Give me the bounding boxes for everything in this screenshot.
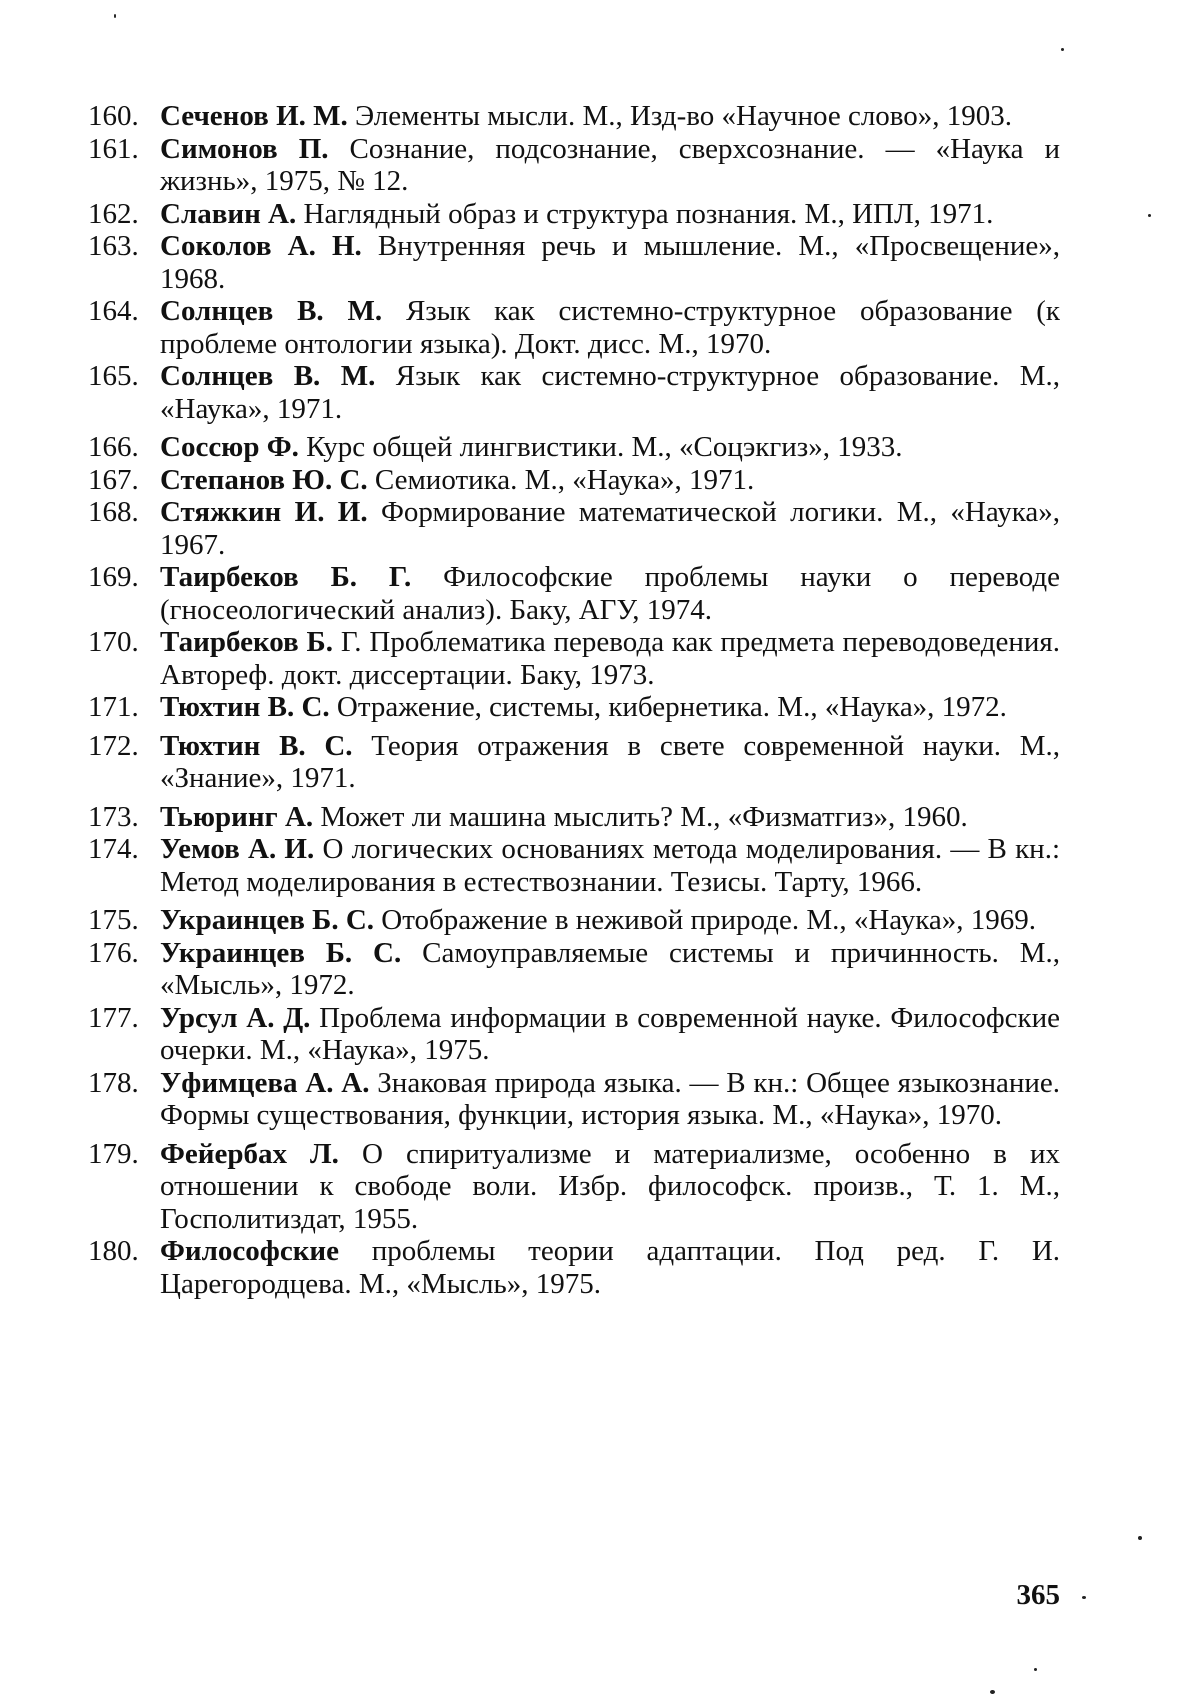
entry-text: Внутренняя речь и мышление. М., «Просвещение», 1968. (160, 230, 1060, 295)
bibliography-entry (88, 691, 1060, 724)
entry-author: Уемов А. И. (160, 833, 315, 865)
entry-author: Тьюринг А. (160, 800, 314, 833)
entry-text: Философские проблемы науки о переводе (гносеологический анализ). Баку, АГУ, 1974. (160, 561, 1060, 626)
entry-text: Проблема информации в современной науке. Философские очерки. М., «Наука», 1975. (160, 1001, 1060, 1066)
entry-number: 177. (88, 1001, 139, 1034)
entry-text: Формирование математической логики. М., «Наука», 1967. (160, 496, 1061, 561)
entry-author: Славин А. (160, 197, 297, 230)
bibliography-entry (88, 833, 1060, 898)
entry-text: Сознание, подсознание, сверхсознание. — «Наука и жизнь», 1975, № 12. (160, 132, 1060, 197)
entry-number: 172. (88, 729, 139, 762)
entry-author: Украинцев Б. С. (160, 904, 375, 936)
entry-number: 173. (88, 800, 139, 833)
entry-text: Курс общей лингвистики. М., «Соцэкгиз», 1933. (306, 431, 903, 463)
entry-number: 163. (88, 230, 139, 262)
bibliography-entry (88, 937, 1060, 1002)
entry-text: О спиритуализме и материализме, особенно в их отношении к свободе воли. Избр. философск. произв., Т. 1. М., Госполитиздат, 1955. (160, 1137, 1060, 1235)
entry-text: Отражение, системы, кибернетика. М., «Наука», 1972. (336, 691, 1007, 723)
bibliography-entry (88, 1138, 1060, 1236)
entry-number: 162. (88, 197, 139, 230)
entry-author: Солнцев В. М. (160, 295, 383, 327)
bibliography-entry (88, 100, 1060, 133)
entry-number: 166. (88, 431, 139, 463)
scan-speck (114, 14, 116, 18)
entry-number: 176. (88, 936, 139, 969)
entry-number: 170. (88, 626, 139, 658)
entry-number: 175. (88, 904, 139, 936)
entry-text: Г. Проблематика перевода как предмета переводоведения. Автореф. докт. диссертации. Баку, 1973. (160, 626, 1061, 691)
entry-text: Язык как системно-структурное образование. М., «Наука», 1971. (160, 360, 1061, 425)
bibliography-entry (88, 295, 1060, 360)
bibliography-entry (88, 198, 1060, 231)
entry-author: Украинцев Б. С. (160, 936, 402, 969)
entry-author: Степанов Ю. С. (160, 463, 368, 496)
bibliography-entry (88, 431, 1060, 464)
bibliography-entry (88, 904, 1060, 937)
entry-author: Соколов А. Н. (160, 230, 362, 262)
bibliography-entry (88, 496, 1060, 561)
entry-text: проблемы теории адаптации. Под ред. Г. И. Царегородцева. М., «Мысль», 1975. (160, 1235, 1061, 1300)
entry-author: Таирбеков Б. Г. (160, 561, 412, 593)
entry-text: Элементы мысли. М., Изд-во «Научное слово», 1903. (355, 100, 1013, 132)
page-number: 365 (1016, 1579, 1060, 1611)
entry-text: Язык как системно-структурное образование (к проблеме онтологии языка). Докт. дисс. М., 1970. (160, 295, 1061, 360)
entry-text: Отображение в неживой природе. М., «Наука», 1969. (381, 904, 1036, 936)
entry-text: Самоуправляемые системы и причинность. М., «Мысль», 1972. (160, 936, 1060, 1001)
entry-author: Урсул А. Д. (160, 1001, 311, 1034)
bibliography-entry (88, 801, 1060, 834)
entry-number: 180. (88, 1235, 139, 1267)
entry-text: Семиотика. М., «Наука», 1971. (374, 463, 755, 496)
entry-number: 160. (88, 100, 139, 132)
entry-number: 161. (88, 132, 139, 165)
entry-author: Солнцев В. М. (160, 360, 376, 392)
bibliography-entry (88, 1002, 1060, 1067)
entry-author: Соссюр Ф. (160, 431, 299, 463)
entry-number: 164. (88, 295, 139, 327)
entry-number: 178. (88, 1066, 139, 1099)
entry-text: О логических основаниях метода моделирования. — В кн.: Метод моделирования в естествознании. Тезисы. Тарту, 1966. (160, 833, 1060, 898)
entry-number: 171. (88, 691, 139, 723)
bibliography-entry (88, 626, 1060, 691)
entry-author: Тюхтин В. С. (160, 691, 330, 723)
scan-speck (1148, 214, 1151, 217)
entry-number: 179. (88, 1137, 139, 1170)
entry-number: 165. (88, 360, 139, 392)
scan-speck (1082, 1596, 1086, 1599)
entry-author: Стяжкин И. И. (160, 496, 368, 528)
entry-text: Теория отражения в свете современной науки. М., «Знание», 1971. (160, 729, 1061, 794)
entry-author: Тюхтин В. С. (160, 729, 353, 762)
entry-text: Наглядный образ и структура познания. М., ИПЛ, 1971. (303, 197, 994, 230)
bibliography-entry (88, 561, 1060, 626)
entry-number: 167. (88, 463, 139, 496)
bibliography-entry (88, 464, 1060, 497)
entry-text: Может ли машина мыслить? М., «Физматгиз», 1960. (320, 800, 968, 833)
entry-author: Симонов П. (160, 132, 329, 165)
scan-speck (1061, 48, 1064, 51)
entry-author: Философские (160, 1235, 339, 1267)
bibliography-entry (88, 230, 1060, 295)
entry-number: 174. (88, 833, 139, 865)
entry-author: Сеченов И. М. (160, 100, 348, 132)
scan-speck (1034, 1668, 1037, 1671)
bibliography-list (88, 100, 1060, 1300)
bibliography-entry (88, 1235, 1060, 1300)
bibliography-entry (88, 133, 1060, 198)
entry-number: 168. (88, 496, 139, 528)
entry-author: Уфимцева А. А. (160, 1066, 370, 1099)
bibliography-entry (88, 360, 1060, 425)
entry-author: Таирбеков Б. (160, 626, 333, 658)
scan-speck (1138, 1536, 1142, 1540)
entry-text: Знаковая природа языка. — В кн.: Общее языкознание. Формы существования, функции, история языка. М., «Наука», 1970. (160, 1066, 1061, 1131)
bibliography-entry (88, 730, 1060, 795)
entry-author: Фейербах Л. (160, 1137, 339, 1170)
bibliography-entry (88, 1067, 1060, 1132)
entry-number: 169. (88, 561, 139, 593)
scan-speck (990, 1690, 995, 1694)
